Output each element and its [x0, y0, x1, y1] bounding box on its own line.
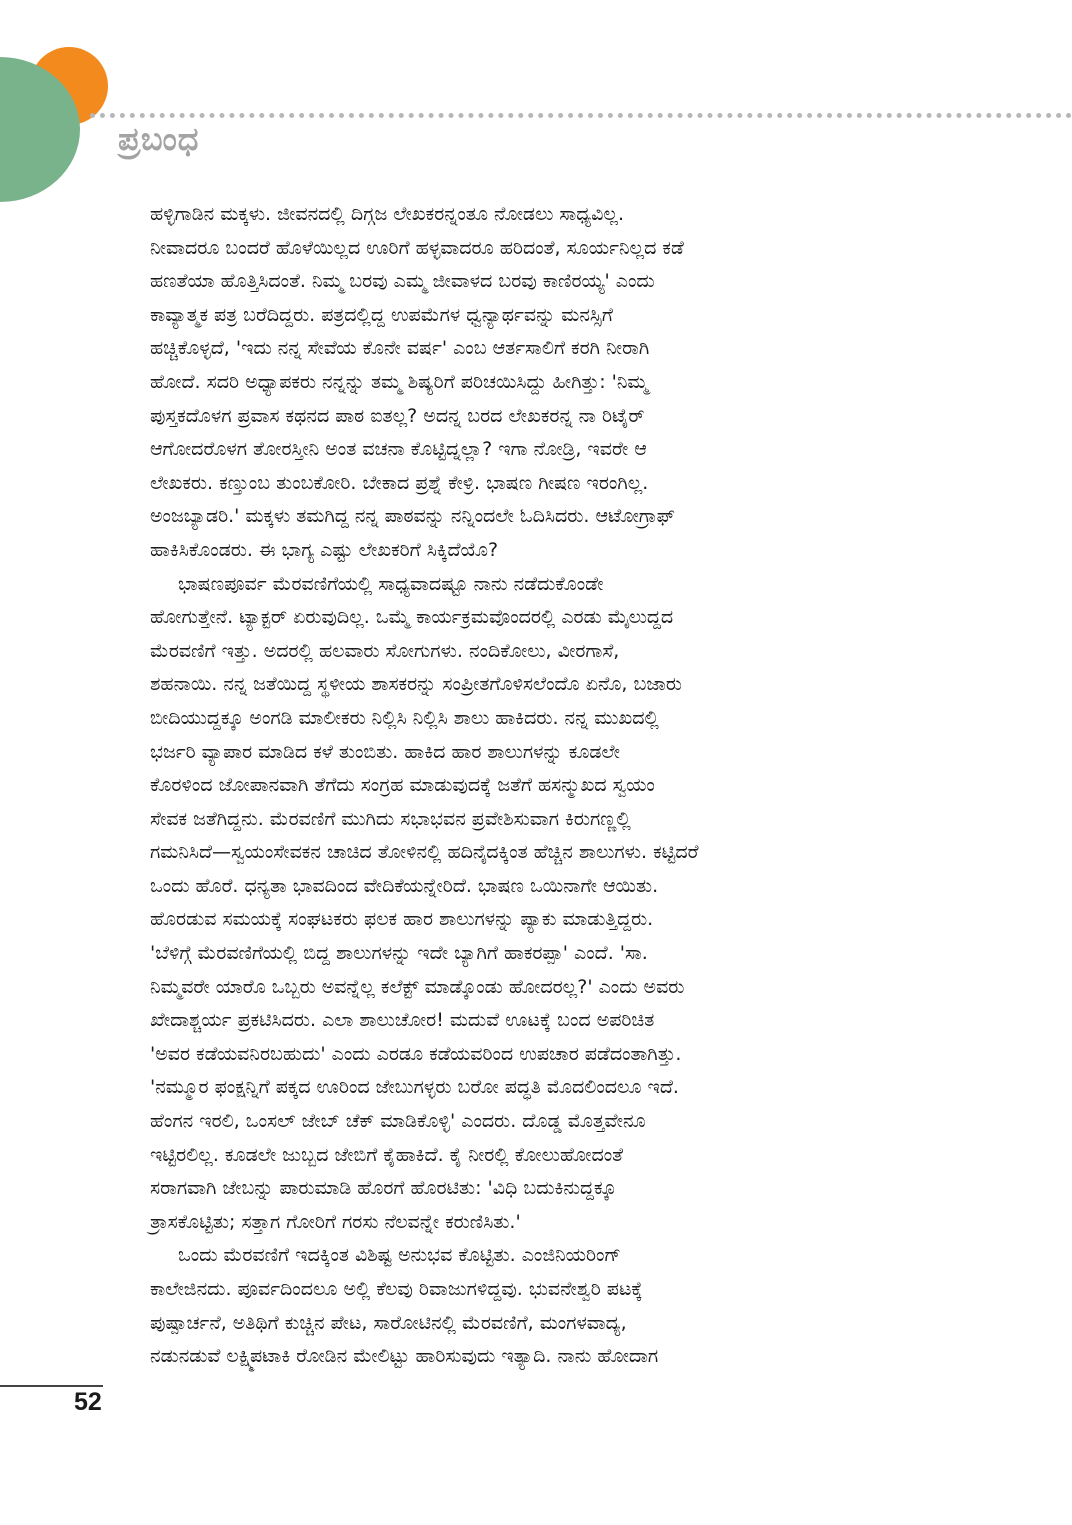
- text-line: ಕಾಲೇಜಿನದು. ಪೂರ್ವದಿಂದಲೂ ಅಲ್ಲಿ ಕೆಲವು ರಿವಾಜುಗಳಿದ್ದವು. ಭುವನೇಶ್ವರಿ ಪಟಕ್ಕೆ: [150, 1278, 643, 1300]
- text-line: ಗಮನಿಸಿದೆ—ಸ್ವಯಂಸೇವಕನ ಚಾಚಿದ ತೋಳಿನಲ್ಲಿ ಹದಿನೈದಕ್ಕಿಂತ ಹೆಚ್ಚಿನ ಶಾಲುಗಳು. ಕಟ್ಟಿದರೆ: [150, 841, 699, 864]
- text-line: ಕಾವ್ಯಾತ್ಮಕ ಪತ್ರ ಬರೆದಿದ್ದರು. ಪತ್ರದಲ್ಲಿದ್ದ ಉಪಮೆಗಳ ಧ್ವನ್ಯಾರ್ಥವನ್ನು ಮನಸ್ಸಿಗೆ: [150, 303, 613, 326]
- text-line: 'ಬೆಳಿಗ್ಗೆ ಮೆರವಣಿಗೆಯಲ್ಲಿ ಬಿದ್ದ ಶಾಲುಗಳನ್ನು ಇದೇ ಬ್ಯಾಗಿಗೆ ಹಾಕರಪ್ಪಾ' ಎಂದೆ. 'ಸಾ.: [150, 942, 648, 965]
- text-line: ಹಣತೆಯಾ ಹೊತ್ತಿಸಿದಂತೆ. ನಿಮ್ಮ ಬರವು ಎಮ್ಮ ಜೀವಾಳದ ಬರವು ಕಾಣಿರಯ್ಯ' ಎಂದು: [150, 270, 655, 293]
- text-line: ನೀವಾದರೂ ಬಂದರೆ ಹೊಳೆಯಿಲ್ಲದ ಊರಿಗೆ ಹಳ್ಳವಾದರೂ ಹರಿದಂತೆ, ಸೂರ್ಯನಿಲ್ಲದ ಕಡೆ: [150, 236, 684, 259]
- text-line: ಸರಾಗವಾಗಿ ಜೇಬನ್ನು ಪಾರುಮಾಡಿ ಹೊರಗೆ ಹೊರಟಿತು: 'ವಿಧಿ ಬದುಕಿನುದ್ದಕ್ಕೂ: [150, 1177, 617, 1200]
- text-line: ಭರ್ಜರಿ ವ್ಯಾಪಾರ ಮಾಡಿದ ಕಳೆ ತುಂಬಿತು. ಹಾಕಿದ ಹಾರ ಶಾಲುಗಳನ್ನು ಕೂಡಲೇ: [150, 740, 621, 763]
- text-line: ಕೊರಳಿಂದ ಜೋಪಾನವಾಗಿ ತೆಗೆದು ಸಂಗ್ರಹ ಮಾಡುವುದಕ್ಕೆ ಜತೆಗೆ ಹಸನ್ಮುಖದ ಸ್ವಯಂ: [150, 774, 655, 797]
- text-line: ಹೋಗುತ್ತೇನೆ. ಟ್ಯಾಕ್ಟರ್ ಏರುವುದಿಲ್ಲ. ಒಮ್ಮೆ ಕಾರ್ಯಕ್ರಮವೊಂದರಲ್ಲಿ ಎರಡು ಮೈಲುದ್ದದ: [150, 606, 674, 629]
- text-line: ನಡುನಡುವೆ ಲಕ್ಷ್ಮಿಪಟಾಕಿ ರೋಡಿನ ಮೇಲಿಟ್ಟು ಹಾರಿಸುವುದು ಇತ್ಯಾದಿ. ನಾನು ಹೋದಾಗ: [150, 1345, 659, 1368]
- section-title: ಪ್ರಬಂಧ: [118, 120, 200, 158]
- text-line: ಒಂದು ಹೊರೆ. ಧನ್ಯತಾ ಭಾವದಿಂದ ವೇದಿಕೆಯನ್ನೇರಿದೆ. ಭಾಷಣ ಒಯಿನಾಗೇ ಆಯಿತು.: [150, 874, 659, 897]
- body-text: [150, 198, 910, 1374]
- text-line: ಬೀದಿಯುದ್ದಕ್ಕೂ ಅಂಗಡಿ ಮಾಲೀಕರು ನಿಲ್ಲಿಸಿ ನಿಲ್ಲಿಸಿ ಶಾಲು ಹಾಕಿದರು. ನನ್ನ ಮುಖದಲ್ಲಿ: [150, 706, 659, 729]
- text-line: ಹಚ್ಚಿಕೊಳ್ಳದೆ, 'ಇದು ನನ್ನ ಸೇವೆಯ ಕೊನೇ ವರ್ಷ' ಎಂಬ ಆರ್ತಸಾಲಿಗೆ ಕರಗಿ ನೀರಾಗಿ: [150, 337, 650, 360]
- text-line: ಹೊರಡುವ ಸಮಯಕ್ಕೆ ಸಂಘಟಕರು ಫಲಕ ಹಾರ ಶಾಲುಗಳನ್ನು ಪ್ಯಾಕು ಮಾಡುತ್ತಿದ್ದರು.: [150, 908, 654, 931]
- text-line: ಆಗೋದರೊಳಗ ತೋರಸ್ತೀನಿ ಅಂತ ವಚನಾ ಕೊಟ್ಟಿದ್ನಲ್ಲಾ? ಇಗಾ ನೋಡ್ರಿ, ಇವರೇ ಆ: [150, 438, 647, 461]
- text-line: ನಿಮ್ಮವರೇ ಯಾರೊ ಒಬ್ಬರು ಅವನ್ನೆಲ್ಲ ಕಲೆಕ್ಟ್ ಮಾಡ್ಕೊಂಡು ಹೋದರಲ್ಲ?' ಎಂದು ಅವರು: [150, 975, 685, 998]
- text-line: ಲೇಖಕರು. ಕಣ್ತುಂಬ ತುಂಬಕೋರಿ. ಬೇಕಾದ ಪ್ರಶ್ನೆ ಕೇಳ್ರಿ. ಭಾಷಣ ಗೀಷಣ ಇರಂಗಿಲ್ಲ.: [150, 471, 649, 494]
- text-line: 'ನಮ್ಮೂರ ಫಂಕ್ಷನ್ನಿಗೆ ಪಕ್ಕದ ಊರಿಂದ ಜೇಬುಗಳ್ಳರು ಬರೋ ಪದ್ಧತಿ ಮೊದಲಿಂದಲೂ ಇದೆ.: [150, 1076, 679, 1099]
- text-line: ಒಂದು ಮೆರವಣಿಗೆ ಇದಕ್ಕಿಂತ ವಿಶಿಷ್ಟ ಅನುಭವ ಕೊಟ್ಟಿತು. ಎಂಜಿನಿಯರಿಂಗ್: [178, 1244, 621, 1267]
- text-line: ಹೆಂಗನ ಇರಲಿ, ಒಂಸಲ್ ಜೇಬ್ ಚೆಕ್ ಮಾಡಿಕೊಳ್ಳಿ' ಎಂದರು. ದೊಡ್ಡ ಮೊತ್ತವೇನೂ: [150, 1110, 646, 1133]
- text-line: ಖೇದಾಶ್ಚರ್ಯ ಪ್ರಕಟಿಸಿದರು. ಎಲಾ ಶಾಲುಚೋರ! ಮದುವೆ ಊಟಕ್ಕೆ ಬಂದ ಅಪರಿಚಿತ: [150, 1009, 655, 1032]
- text-line: ಸೇವಕ ಜತೆಗಿದ್ದನು. ಮೆರವಣಿಗೆ ಮುಗಿದು ಸಭಾಭವನ ಪ್ರವೇಶಿಸುವಾಗ ಕಿರುಗಣ್ಣಲ್ಲಿ: [150, 807, 631, 830]
- text-line: ಇಟ್ಟಿರಲಿಲ್ಲ. ಕೂಡಲೇ ಜುಬ್ಬದ ಜೇಬಿಗೆ ಕೈಹಾಕಿದೆ. ಕೈ ನೀರಲ್ಲಿ ಕೋಲುಹೋದಂತೆ: [150, 1143, 624, 1166]
- text-line: ಹೋದೆ. ಸದರಿ ಅಧ್ಯಾಪಕರು ನನ್ನನ್ನು ತಮ್ಮ ಶಿಷ್ಯರಿಗೆ ಪರಿಚಯಿಸಿದ್ದು ಹೀಗಿತ್ತು: 'ನಿಮ್ಮ: [150, 370, 649, 393]
- text-line: ಪುಸ್ತಕದೊಳಗ ಪ್ರವಾಸ ಕಥನದ ಪಾಠ ಐತಲ್ಲ? ಅದನ್ನ ಬರದ ಲೇಖಕರನ್ನ ನಾ ರಿಟೈರ್: [150, 404, 645, 427]
- text-line: ಭಾಷಣಪೂರ್ವ ಮೆರವಣಿಗೆಯಲ್ಲಿ ಸಾಧ್ಯವಾದಷ್ಟೂ ನಾನು ನಡೆದುಕೊಂಡೇ: [178, 572, 604, 595]
- text-line: ಅಂಜಬ್ಯಾಡರಿ.' ಮಕ್ಕಳು ತಮಗಿದ್ದ ನನ್ನ ಪಾಠವನ್ನು ನನ್ನಿಂದಲೇ ಓದಿಸಿದರು. ಆಟೋಗ್ರಾಫ್: [150, 505, 675, 528]
- page-number-rule: [0, 1385, 103, 1387]
- text-line: ಹಳ್ಳಿಗಾಡಿನ ಮಕ್ಕಳು. ಜೀವನದಲ್ಲಿ ದಿಗ್ಗಜ ಲೇಖಕರನ್ನಂತೂ ನೋಡಲು ಸಾಧ್ಯವಿಲ್ಲ.: [150, 203, 624, 225]
- header-dotted-rule: [90, 113, 1072, 118]
- text-line: ಶಹನಾಯಿ. ನನ್ನ ಜತೆಯಿದ್ದ ಸ್ಥಳೀಯ ಶಾಸಕರನ್ನು ಸಂಪ್ರೀತಗೊಳಿಸಲೆಂದೊ ಏನೊ, ಬಜಾರು: [150, 673, 682, 696]
- text-line: ಪುಷ್ಪಾರ್ಚನೆ, ಅತಿಥಿಗೆ ಕುಚ್ಚಿನ ಪೇಟ, ಸಾರೋಟಿನಲ್ಲಿ ಮೆರವಣಿಗೆ, ಮಂಗಳವಾದ್ಯ,: [150, 1311, 627, 1334]
- page-number: 52: [74, 1388, 102, 1416]
- text-line: 'ಅವರ ಕಡೆಯವನಿರಬಹುದು' ಎಂದು ಎರಡೂ ಕಡೆಯವರಿಂದ ಉಪಚಾರ ಪಡೆದಂತಾಗಿತ್ತು.: [150, 1042, 682, 1065]
- text-line: ಮೆರವಣಿಗೆ ಇತ್ತು. ಅದರಲ್ಲಿ ಹಲವಾರು ಸೋಗುಗಳು. ನಂದಿಕೋಲು, ವೀರಗಾಸೆ,: [150, 639, 620, 662]
- text-line: ತ್ರಾಸಕೊಟ್ಟಿತು; ಸತ್ತಾಗ ಗೋರಿಗೆ ಗರಸು ನೆಲವನ್ನೇ ಕರುಣಿಸಿತು.': [150, 1210, 521, 1233]
- text-line: ಹಾಕಿಸಿಕೊಂಡರು. ಈ ಭಾಗ್ಯ ಎಷ್ಟು ಲೇಖಕರಿಗೆ ಸಿಕ್ಕಿದೆಯೊ?: [150, 538, 499, 561]
